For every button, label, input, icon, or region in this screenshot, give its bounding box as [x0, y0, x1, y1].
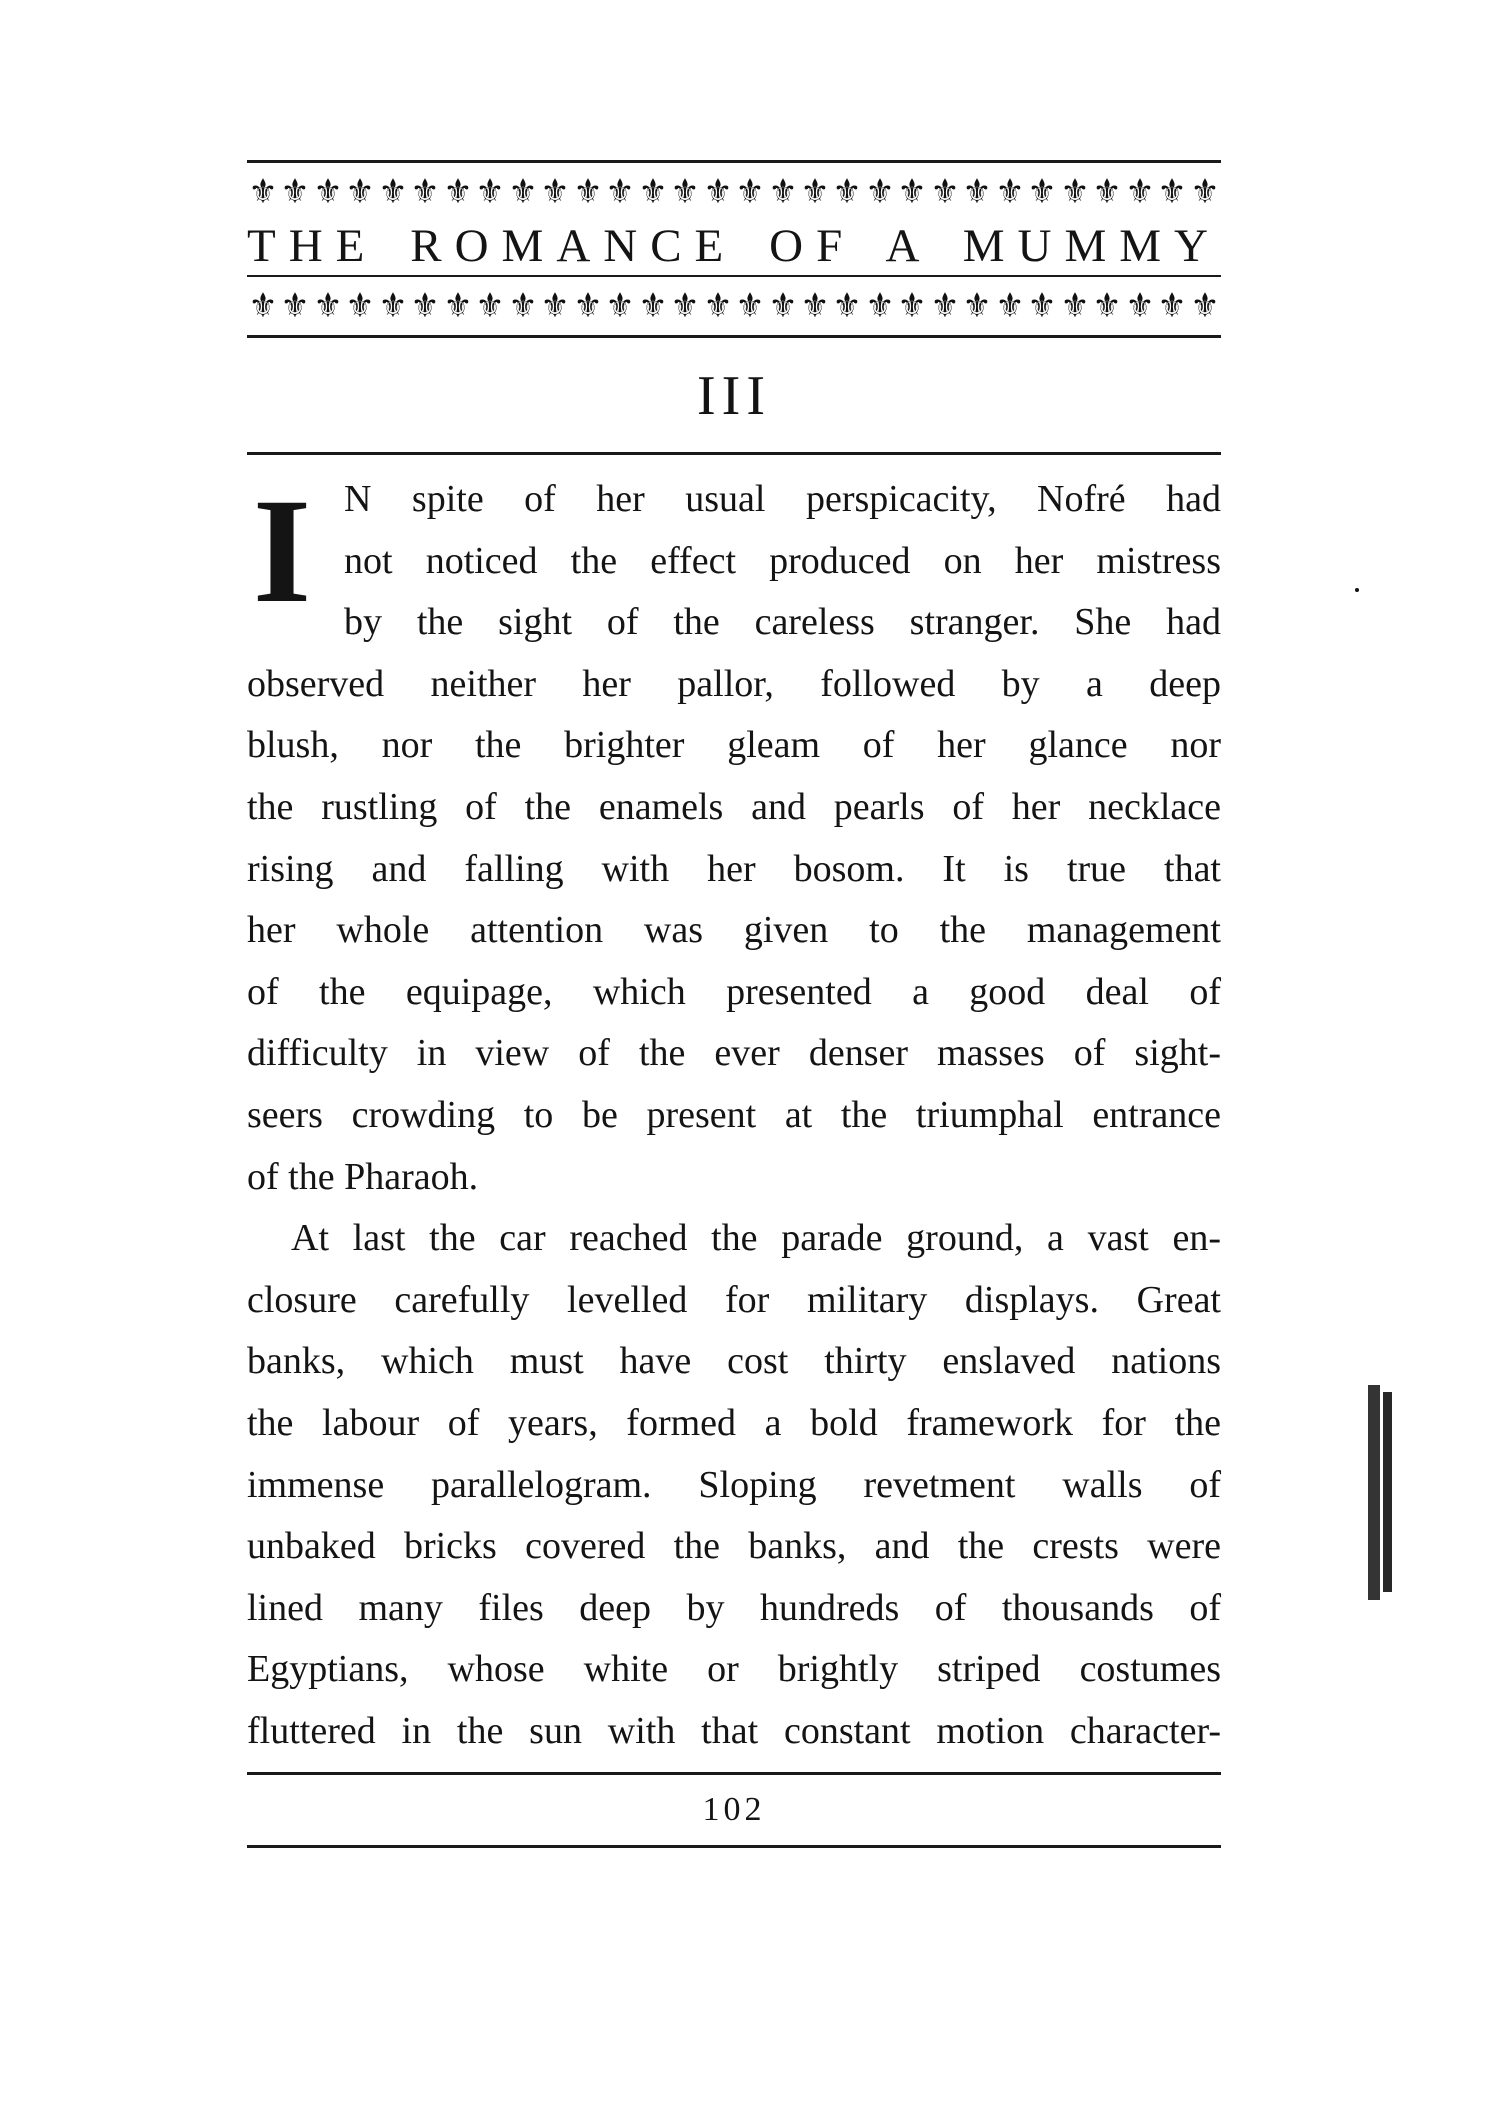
fleur-de-lis-icon: ⚜	[897, 288, 927, 325]
fleur-de-lis-icon: ⚜	[1060, 288, 1090, 325]
fleur-de-lis-icon: ⚜	[832, 174, 862, 211]
text-line: closure carefully levelled for military displays. Great	[247, 1278, 1221, 1321]
text-line: rising and falling with her bosom. It is true that	[247, 847, 1221, 890]
fleur-de-lis-icon: ⚜	[1125, 288, 1155, 325]
text-line: difficulty in view of the ever denser masses of sight-	[247, 1032, 1221, 1075]
fleur-de-lis-icon: ⚜	[670, 288, 700, 325]
fleur-de-lis-icon: ⚜	[735, 288, 765, 325]
fleur-de-lis-icon: ⚜	[768, 288, 797, 325]
text-line: of the Pharaoh.	[247, 1155, 479, 1198]
fleur-de-lis-icon: ⚜	[508, 288, 538, 325]
fleur-de-lis-icon: ⚜	[475, 174, 505, 211]
fleur-de-lis-icon: ⚜	[865, 288, 895, 325]
text-line: seers crowding to be present at the triumphal entrance	[247, 1093, 1221, 1136]
fleur-de-lis-icon: ⚜	[508, 174, 538, 211]
fleur-de-lis-icon: ⚜	[1060, 174, 1090, 211]
fleur-de-lis-icon: ⚜	[540, 288, 570, 325]
text-line: N spite of her usual perspicacity, Nofré had	[344, 478, 1221, 520]
ornament-band-top	[247, 163, 1221, 221]
chapter-number: III	[697, 365, 771, 427]
fleur-de-lis-icon: ⚜	[410, 174, 440, 211]
scan-artifact-dot	[1355, 588, 1359, 592]
fleur-de-lis-icon: ⚜	[832, 288, 862, 325]
fleur-de-lis-icon: ⚜	[280, 288, 310, 325]
header-bottom-rule	[247, 335, 1221, 338]
text-line: At last the car reached the parade ground, a vast en-	[291, 1217, 1221, 1260]
scan-artifact-bar	[1383, 1392, 1392, 1592]
fleur-de-lis-icon: ⚜	[1157, 174, 1187, 211]
book-page	[247, 160, 1221, 1848]
fleur-de-lis-icon: ⚜	[962, 174, 992, 211]
scan-artifact-bar	[1368, 1385, 1380, 1600]
fleur-de-lis-icon: ⚜	[313, 288, 343, 325]
text-line: lined many files deep by hundreds of thousands of	[247, 1586, 1221, 1629]
fleur-de-lis-icon: ⚜	[638, 174, 668, 211]
text-line: not noticed the effect produced on her mistress	[344, 539, 1221, 582]
fleur-de-lis-icon: ⚜	[248, 174, 278, 211]
fleur-de-lis-icon: ⚜	[443, 174, 473, 211]
fleur-de-lis-icon: ⚜	[995, 288, 1025, 325]
fleur-de-lis-icon: ⚜	[313, 174, 343, 211]
fleur-de-lis-icon: ⚜	[1190, 174, 1220, 211]
fleur-de-lis-icon: ⚜	[800, 174, 830, 211]
fleur-de-lis-icon: ⚜	[1125, 174, 1155, 211]
text-line: observed neither her pallor, followed by a deep	[247, 662, 1221, 705]
paragraph-1	[247, 469, 1221, 1208]
fleur-de-lis-icon: ⚜	[1027, 288, 1057, 325]
text-line: blush, nor the brighter gleam of her glance nor	[247, 724, 1221, 767]
fleur-de-lis-icon: ⚜	[703, 288, 733, 325]
text-line: immense parallelogram. Sloping revetment walls of	[247, 1463, 1221, 1506]
fleur-de-lis-icon: ⚜	[865, 174, 895, 211]
fleur-de-lis-icon: ⚜	[638, 288, 668, 325]
text-line: by the sight of the careless stranger. She had	[344, 601, 1221, 644]
fleur-de-lis-icon: ⚜	[1157, 288, 1187, 325]
fleur-de-lis-icon: ⚜	[995, 174, 1025, 211]
footer-bottom-rule	[247, 1845, 1221, 1848]
fleur-de-lis-icon: ⚜	[962, 288, 992, 325]
chapter-rule	[247, 452, 1221, 455]
fleur-de-lis-icon: ⚜	[345, 174, 375, 211]
text-line: of the equipage, which presented a good deal of	[247, 970, 1221, 1013]
fleur-de-lis-icon: ⚜	[1092, 288, 1122, 325]
fleur-de-lis-icon: ⚜	[1190, 288, 1220, 325]
fleur-de-lis-icon: ⚜	[897, 174, 927, 211]
fleur-de-lis-icon: ⚜	[670, 174, 700, 211]
ornament-band-bottom	[247, 277, 1221, 335]
fleur-de-lis-icon: ⚜	[410, 288, 440, 325]
fleur-de-lis-icon: ⚜	[573, 174, 603, 211]
fleur-de-lis-icon: ⚜	[378, 174, 408, 211]
running-head: THE ROMANCE OF A MUMMY	[247, 220, 1221, 272]
text-line: fluttered in the sun with that constant motion character-	[247, 1709, 1221, 1752]
text-line: the rustling of the enamels and pearls of her necklace	[247, 785, 1221, 828]
fleur-de-lis-icon: ⚜	[443, 288, 473, 325]
text-line: her whole attention was given to the management	[247, 909, 1221, 952]
text-line: unbaked bricks covered the banks, and the crests were	[247, 1525, 1221, 1568]
fleur-de-lis-icon: ⚜	[735, 174, 765, 211]
text-line: banks, which must have cost thirty enslaved nations	[247, 1340, 1221, 1383]
fleur-de-lis-icon: ⚜	[1027, 174, 1057, 211]
text-line: the labour of years, formed a bold framework for the	[247, 1401, 1221, 1444]
fleur-de-lis-icon: ⚜	[1092, 174, 1122, 211]
fleur-de-lis-icon: ⚜	[248, 288, 278, 325]
fleur-de-lis-icon: ⚜	[605, 174, 635, 211]
fleur-de-lis-icon: ⚜	[573, 288, 603, 325]
drop-cap: I	[252, 468, 312, 634]
fleur-de-lis-icon: ⚜	[930, 174, 960, 211]
fleur-de-lis-icon: ⚜	[475, 288, 505, 325]
text-line: Egyptians, whose white or brightly striped costumes	[247, 1648, 1221, 1691]
drop-cap-indented-lines	[247, 469, 1221, 654]
body-text	[247, 469, 1221, 1762]
fleur-de-lis-icon: ⚜	[605, 288, 635, 325]
fleur-de-lis-icon: ⚜	[703, 174, 733, 211]
fleur-de-lis-icon: ⚜	[378, 288, 408, 325]
fleur-de-lis-icon: ⚜	[345, 288, 375, 325]
fleur-de-lis-icon: ⚜	[768, 174, 797, 211]
page-number: 102	[702, 1791, 766, 1829]
fleur-de-lis-icon: ⚜	[280, 174, 310, 211]
fleur-de-lis-icon: ⚜	[800, 288, 830, 325]
fleur-de-lis-icon: ⚜	[930, 288, 960, 325]
fleur-de-lis-icon: ⚜	[540, 174, 570, 211]
paragraph-2	[247, 1208, 1221, 1762]
